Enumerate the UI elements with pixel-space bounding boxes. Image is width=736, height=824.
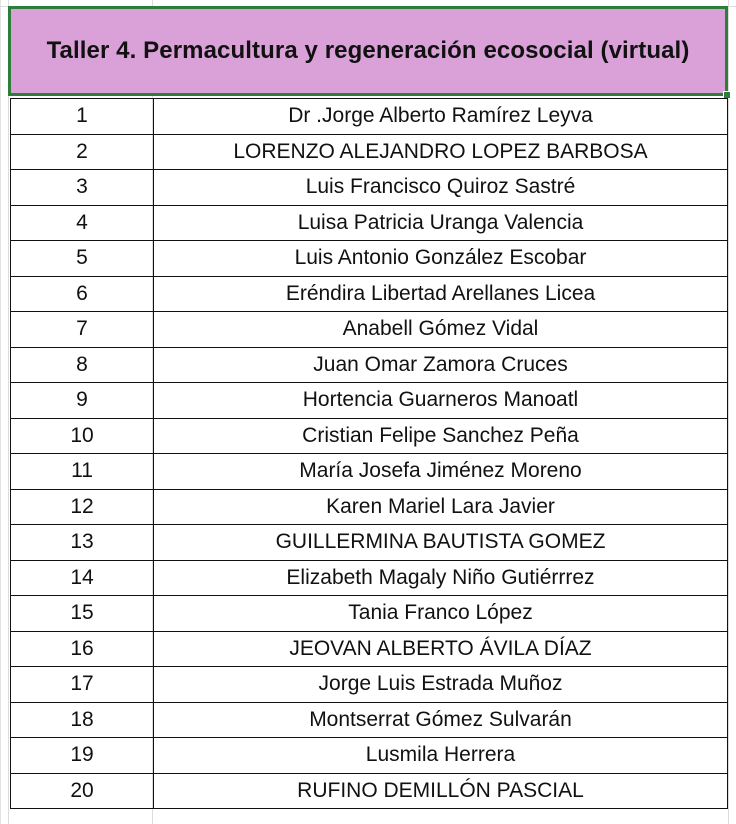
row-number-cell[interactable]: 11 [11, 454, 154, 490]
table-row [11, 489, 728, 525]
participant-name-cell[interactable]: Luis Francisco Quiroz Sastré [154, 170, 728, 206]
table-row [11, 383, 728, 419]
participant-name-cell[interactable]: Luis Antonio González Escobar [154, 241, 728, 277]
table-row [11, 99, 728, 135]
table-row [11, 134, 728, 170]
row-number-cell[interactable]: 10 [11, 418, 154, 454]
participant-name-cell[interactable]: Cristian Felipe Sanchez Peña [154, 418, 728, 454]
participant-name-cell[interactable]: María Josefa Jiménez Moreno [154, 454, 728, 490]
row-number-cell[interactable]: 19 [11, 738, 154, 774]
row-number-cell[interactable]: 20 [11, 773, 154, 809]
gridline [8, 0, 9, 824]
row-number-cell[interactable]: 12 [11, 489, 154, 525]
row-number-cell[interactable]: 17 [11, 667, 154, 703]
row-number-cell[interactable]: 4 [11, 205, 154, 241]
row-number-cell[interactable]: 13 [11, 525, 154, 561]
table-row [11, 596, 728, 632]
table-row [11, 525, 728, 561]
title-cell[interactable] [8, 6, 728, 96]
participant-name-cell[interactable]: RUFINO DEMILLÓN PASCIAL [154, 773, 728, 809]
participant-name-cell[interactable]: GUILLERMINA BAUTISTA GOMEZ [154, 525, 728, 561]
table-row [11, 773, 728, 809]
participant-name-cell[interactable]: Elizabeth Magaly Niño Gutiérrrez [154, 560, 728, 596]
participants-table [10, 98, 728, 809]
participant-name-cell[interactable]: Juan Omar Zamora Cruces [154, 347, 728, 383]
row-number-cell[interactable]: 2 [11, 134, 154, 170]
table-row [11, 560, 728, 596]
row-number-cell[interactable]: 14 [11, 560, 154, 596]
participant-name-cell[interactable]: Hortencia Guarneros Manoatl [154, 383, 728, 419]
participant-name-cell[interactable]: JEOVAN ALBERTO ÁVILA DÍAZ [154, 631, 728, 667]
table-row [11, 454, 728, 490]
table-row [11, 702, 728, 738]
row-number-cell[interactable]: 18 [11, 702, 154, 738]
row-number-cell[interactable]: 8 [11, 347, 154, 383]
table-row [11, 205, 728, 241]
row-number-cell[interactable]: 9 [11, 383, 154, 419]
row-number-cell[interactable]: 7 [11, 312, 154, 348]
participant-name-cell[interactable]: Montserrat Gómez Sulvarán [154, 702, 728, 738]
participant-name-cell[interactable]: Lusmila Herrera [154, 738, 728, 774]
participant-name-cell[interactable]: Luisa Patricia Uranga Valencia [154, 205, 728, 241]
table-row [11, 276, 728, 312]
table-row [11, 312, 728, 348]
participant-name-cell[interactable]: LORENZO ALEJANDRO LOPEZ BARBOSA [154, 134, 728, 170]
table-row [11, 418, 728, 454]
table-row [11, 738, 728, 774]
row-number-cell[interactable]: 15 [11, 596, 154, 632]
participant-name-cell[interactable]: Eréndira Libertad Arellanes Licea [154, 276, 728, 312]
participant-name-cell[interactable]: Dr .Jorge Alberto Ramírez Leyva [154, 99, 728, 135]
row-number-cell[interactable]: 1 [11, 99, 154, 135]
sheet-title: Taller 4. Permacultura y regeneración ecosocial (virtual) [46, 37, 690, 64]
table-row [11, 347, 728, 383]
participant-name-cell[interactable]: Anabell Gómez Vidal [154, 312, 728, 348]
row-number-cell[interactable]: 16 [11, 631, 154, 667]
table-row [11, 241, 728, 277]
table-row [11, 631, 728, 667]
row-number-cell[interactable]: 6 [11, 276, 154, 312]
row-number-cell[interactable]: 5 [11, 241, 154, 277]
participant-name-cell[interactable]: Tania Franco López [154, 596, 728, 632]
row-number-cell[interactable]: 3 [11, 170, 154, 206]
participant-name-cell[interactable]: Jorge Luis Estrada Muñoz [154, 667, 728, 703]
table-row [11, 667, 728, 703]
participant-name-cell[interactable]: Karen Mariel Lara Javier [154, 489, 728, 525]
gridline [728, 0, 729, 824]
table-row [11, 170, 728, 206]
